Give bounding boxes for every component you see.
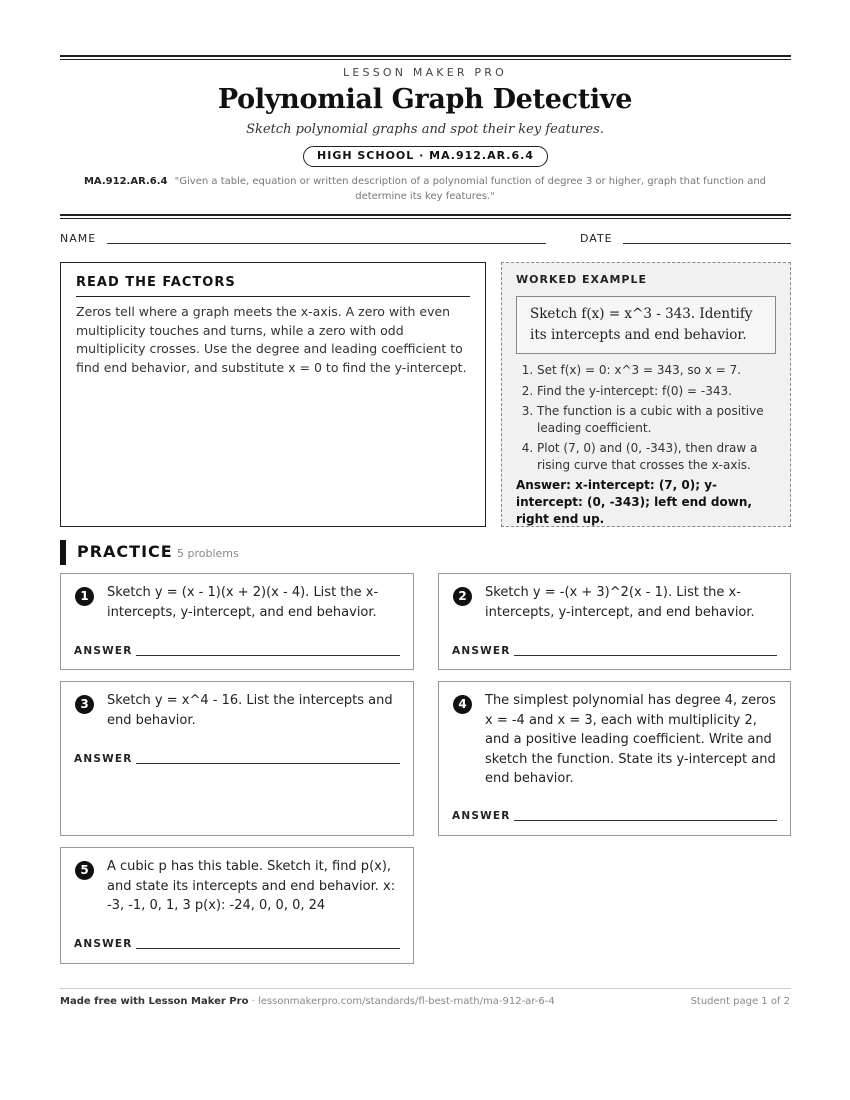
problem-card-4 (438, 681, 791, 836)
answer-field[interactable] (514, 655, 777, 656)
worked-step: 1. Set f(x) = 0: x^3 = 343, so x = 7. (537, 362, 776, 379)
problem-card-3 (60, 681, 414, 836)
problem-text: Sketch y = -(x + 3)^2(x - 1). List the x-intercepts, y-intercept, and end behavior. (485, 585, 755, 620)
page-title: Polynomial Graph Detective (217, 84, 633, 115)
page-subtitle: Sketch polynomial graphs and spot their key features. (246, 122, 604, 137)
answer-label: ANSWER (452, 810, 511, 822)
footer-page-number: Student page 1 of 2 (690, 996, 790, 1007)
standard-code: MA.912.AR.6.4 (83, 176, 168, 187)
answer-label: ANSWER (74, 645, 133, 657)
date-label: DATE (580, 232, 613, 245)
header-bottom-rule (60, 214, 791, 219)
worked-example-steps (516, 362, 776, 473)
problem-text: Sketch y = (x - 1)(x + 2)(x - 4). List the x-intercepts, y-intercept, and end behavior. (107, 585, 379, 620)
worked-step: 3. The function is a cubic with a positive leading coefficient. (537, 403, 776, 436)
problem-number-badge: 3 (75, 695, 94, 714)
problem-number-badge: 2 (453, 587, 472, 606)
name-field[interactable] (107, 243, 546, 244)
answer-label: ANSWER (452, 645, 511, 657)
answer-field[interactable] (136, 948, 400, 949)
practice-count: 5 problems (177, 547, 239, 560)
brand-label: LESSON MAKER PRO (343, 66, 507, 79)
answer-label: ANSWER (74, 753, 133, 765)
problem-text: The simplest polynomial has degree 4, zeros x = -4 and x = 3, each with multiplicity 2, and a positive leading coefficient. Write and sketch the function. State its y-intercept and end behavior. (485, 693, 776, 786)
answer-field[interactable] (514, 820, 777, 821)
date-field[interactable] (623, 243, 791, 244)
worked-example-box (501, 262, 791, 527)
problem-number-badge: 4 (453, 695, 472, 714)
read-box-title: READ THE FACTORS (76, 275, 470, 297)
problem-text: Sketch y = x^4 - 16. List the intercepts and end behavior. (107, 693, 393, 728)
worked-step: 2. Find the y-intercept: f(0) = -343. (537, 383, 776, 400)
worked-example-problem: Sketch f(x) = x^3 - 343. Identify its intercepts and end behavior. (516, 296, 776, 354)
header-top-rule (60, 55, 791, 60)
answer-field[interactable] (136, 655, 400, 656)
footer-credit (60, 996, 555, 1007)
answer-field[interactable] (136, 763, 400, 764)
read-box-body: Zeros tell where a graph meets the x-axis. A zero with even multiplicity touches and turns, while a zero with odd multiplicity crosses. Use the degree and leading coefficient to find end behavior, and substitute x = 0 to find the y-intercept. (76, 304, 467, 375)
problem-number-badge: 1 (75, 587, 94, 606)
footer-rule (60, 988, 791, 989)
read-the-factors-box (60, 262, 486, 527)
footer-url-link[interactable]: · lessonmakerpro.com/standards/fl-best-math/ma-912-ar-6-4 (248, 996, 555, 1007)
problem-card-5 (60, 847, 414, 964)
worked-example-answer: Answer: x-intercept: (7, 0); y-intercept: (0, -343); left end down, right end up. (516, 478, 752, 526)
problem-text: A cubic p has this table. Sketch it, find p(x), and state its intercepts and end behavior. x: -3, -1, 0, 1, 3 p(x): -24, 0, 0, 0, 24 (107, 859, 396, 913)
practice-title: PRACTICE (77, 542, 173, 561)
worked-step: 4. Plot (7, 0) and (0, -343), then draw a rising curve that crosses the x-axis. (537, 440, 776, 473)
standard-text: "Given a table, equation or written description of a polynomial function of degree 3 or higher, graph that function and determine its key features." (174, 176, 767, 202)
footer-made-with: Made free with Lesson Maker Pro (60, 996, 249, 1007)
problem-card-1 (60, 573, 414, 670)
worked-example-label: WORKED EXAMPLE (516, 273, 647, 286)
problem-card-2 (438, 573, 791, 670)
problem-number-badge: 5 (75, 861, 94, 880)
practice-accent-bar (60, 540, 66, 565)
grade-standard-pill: HIGH SCHOOL · MA.912.AR.6.4 (303, 146, 548, 167)
answer-label: ANSWER (74, 938, 133, 950)
name-label: NAME (60, 232, 97, 245)
standard-description (80, 174, 770, 204)
